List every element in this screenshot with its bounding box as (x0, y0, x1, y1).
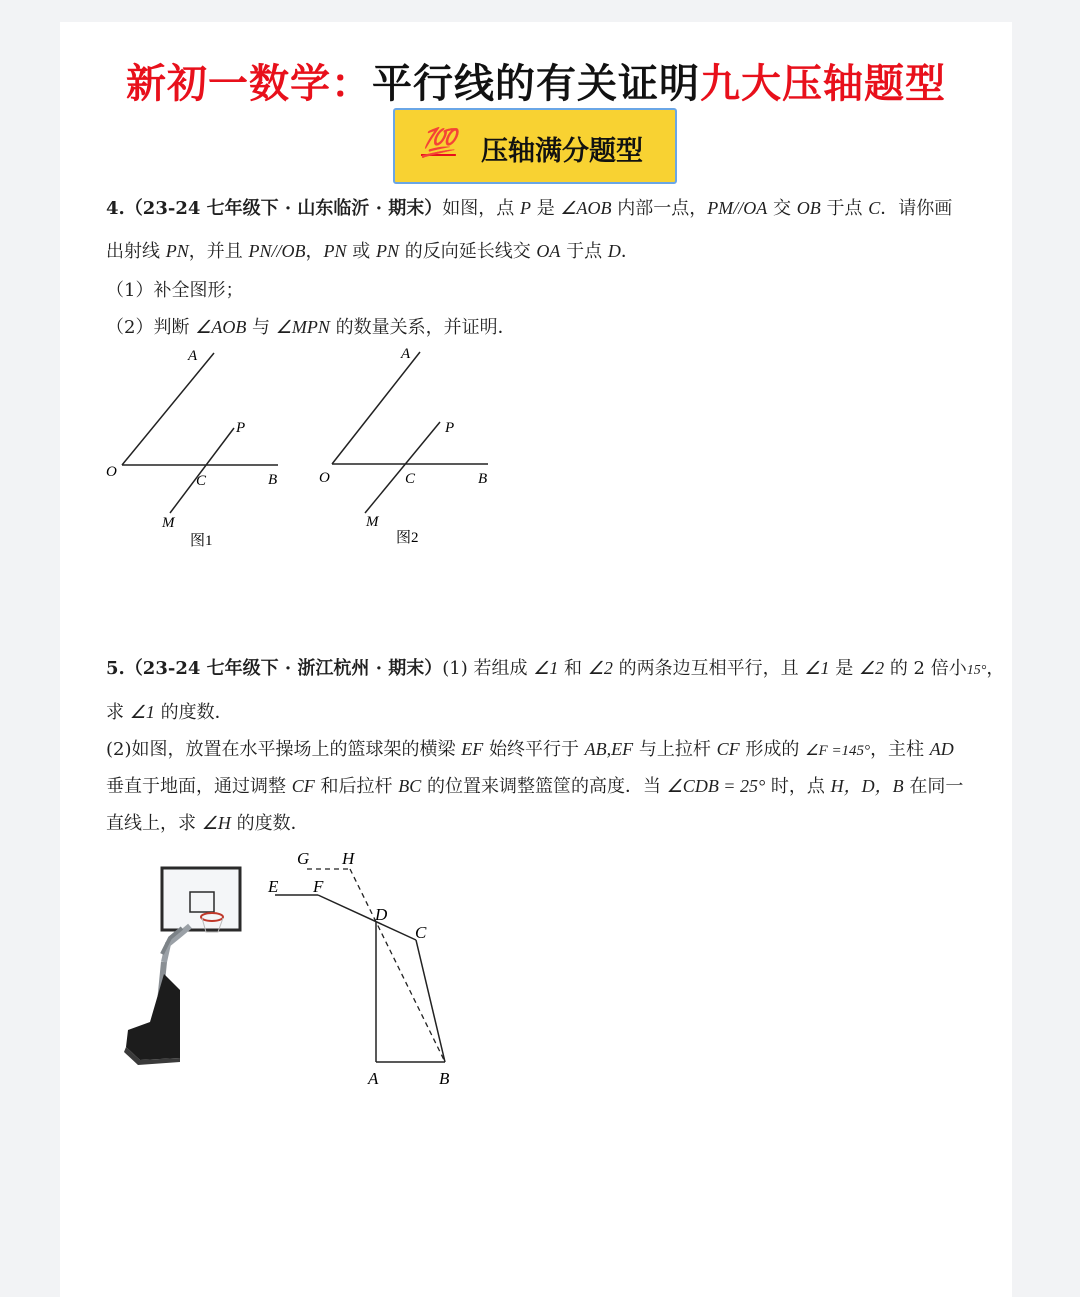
label-A: A (368, 1069, 379, 1088)
q4-text: 出射线 (106, 241, 166, 262)
q5-text: 和 (558, 658, 588, 679)
label-G: G (297, 849, 310, 868)
q4-text: ．请你画 (880, 198, 953, 219)
q4-line-1 (106, 194, 952, 220)
q5-text: 与上拉杆 (633, 739, 717, 760)
label-B: B (478, 471, 488, 487)
q4-source: （23-24 七年级下 · 山东临沂 · 期末） (124, 198, 443, 219)
title-part-3: 九大压轴题型 (700, 60, 946, 107)
q4-text: 的反向延长线交 (398, 241, 537, 262)
q5-text: 形成的 (739, 739, 806, 760)
q4-math: PN (165, 241, 189, 261)
q5-math: CF (291, 776, 315, 796)
q4-math: OB (796, 198, 821, 218)
q5-text: 的位置来调整篮筐的高度．当 (421, 776, 667, 797)
q5-text: 在同一 (903, 776, 964, 797)
q5-math: H，D，B (830, 776, 904, 796)
q5-math: ∠1 (129, 702, 155, 722)
label-P: P (236, 420, 246, 436)
label-C: C (415, 923, 427, 942)
q4-line-2 (106, 237, 639, 263)
q5-text: 的度数． (154, 702, 233, 723)
q5-math: AD (929, 739, 954, 759)
line-OA (332, 352, 420, 464)
label-C: C (405, 471, 416, 487)
q5-math: ∠2 (587, 658, 613, 678)
label-H: H (342, 849, 355, 868)
q5-math: ∠1 (804, 658, 830, 678)
q4-text: 是 (530, 198, 561, 219)
q4-text: 内部一点， (611, 198, 708, 219)
q4-math: ∠AOB (560, 198, 612, 218)
q5-text: ， (986, 658, 1005, 679)
backboard (162, 868, 240, 930)
q4-text: ，并且 (188, 241, 249, 262)
q4-text: 或 (346, 241, 376, 262)
badge-text: 压轴满分题型 (481, 136, 643, 167)
q5-math: 15° (966, 663, 987, 678)
q5-text: ，主柱 (870, 739, 930, 760)
line-CB (416, 940, 445, 1062)
q5-math: AB,EF (584, 739, 634, 759)
q5-text: 的两条边互相平行，且 (612, 658, 805, 679)
label-D: D (375, 905, 388, 924)
q4-math: PN//OB (248, 241, 306, 261)
q5-math: EF (461, 739, 484, 759)
q5-text: 始终平行于 (483, 739, 585, 760)
q5-text: 是 (829, 658, 859, 679)
q5-text: 直线上，求 (106, 813, 202, 834)
q4-math: PN (375, 241, 399, 261)
q4-text: 交 (767, 198, 797, 219)
basketball-stand-image (120, 862, 260, 1067)
q5-line-2 (106, 698, 233, 724)
q4-math: OA (536, 241, 561, 261)
q4-part-2 (106, 313, 516, 339)
q4-math: ∠AOB (195, 317, 247, 337)
q5-line-3 (106, 735, 954, 761)
label-B: B (439, 1069, 450, 1088)
q5-text: 的 2 倍小 (884, 658, 967, 679)
q4-math: ∠MPN (275, 317, 330, 337)
label-E: E (268, 877, 279, 896)
base (126, 974, 180, 1060)
q4-number: 4. (106, 198, 125, 219)
q5-line-4 (106, 772, 963, 798)
line-HB (350, 869, 445, 1062)
q5-source: （23-24 七年级下 · 浙江杭州 · 期末） (124, 658, 443, 679)
q5-text: (1) 若组成 (442, 658, 534, 679)
label-A: A (188, 348, 198, 364)
title-part-1: 新初一数学： (126, 60, 372, 107)
q5-math: ∠F =145° (805, 743, 871, 759)
label-C: C (196, 473, 207, 489)
q4-math: PN (323, 241, 347, 261)
q5-text: 的度数． (230, 813, 309, 834)
line-PM (365, 422, 440, 513)
q5-line-1 (106, 654, 1004, 680)
label-P: P (445, 420, 455, 436)
q4-math: D (607, 241, 621, 261)
q5-math: ∠1 (533, 658, 559, 678)
q5-text: (2)如图，放置在水平操场上的篮球架的横梁 (106, 739, 462, 760)
q4-text: 于点 (820, 198, 869, 219)
figure-2-caption: 图2 (396, 530, 419, 546)
q4-text: 的数量关系，并证明． (329, 317, 516, 338)
q4-text: 如图，点 (442, 198, 520, 219)
q4-part-1: （1）补全图形； (106, 280, 244, 301)
q4-text: （2）判断 (106, 317, 196, 338)
q4-text: ． (620, 241, 639, 262)
q5-math: ∠2 (858, 658, 885, 678)
label-O: O (106, 464, 117, 480)
q5-text: 求 (106, 702, 130, 723)
label-F: F (313, 877, 324, 896)
q5-math: ∠CDB = 25° (666, 776, 766, 796)
q5-diagram (255, 842, 485, 1092)
q4-math: P (519, 198, 531, 218)
figure-1-caption: 图1 (190, 533, 213, 549)
line-FC (318, 895, 416, 940)
q5-line-5 (106, 809, 309, 835)
label-M: M (162, 515, 175, 531)
q4-text: 与 (246, 317, 276, 338)
q5-number: 5. (106, 658, 125, 679)
q4-figure-1 (100, 340, 300, 556)
q4-math: C (868, 198, 881, 218)
q5-math: CF (716, 739, 740, 759)
label-M: M (366, 514, 379, 530)
page-title (60, 52, 1012, 109)
title-part-2: 平行线的有关证明 (372, 60, 700, 107)
document-page (60, 22, 1012, 1297)
q5-text: 垂直于地面，通过调整 (106, 776, 292, 797)
label-O: O (319, 470, 330, 486)
q4-text: 于点 (560, 241, 608, 262)
q4-math: PM//OA (707, 198, 768, 218)
q5-math: BC (398, 776, 422, 796)
q5-math: ∠H (201, 813, 231, 833)
q4-text: ， (305, 241, 324, 262)
q4-figure-2 (310, 340, 510, 556)
line-OA (122, 353, 214, 465)
line-PM (170, 428, 234, 513)
label-A: A (401, 346, 411, 362)
q5-text: 时，点 (765, 776, 831, 797)
hundred-points-icon: 💯 (421, 126, 456, 159)
q5-text: 和后拉杆 (314, 776, 399, 797)
badge (393, 108, 677, 184)
label-B: B (268, 472, 278, 488)
